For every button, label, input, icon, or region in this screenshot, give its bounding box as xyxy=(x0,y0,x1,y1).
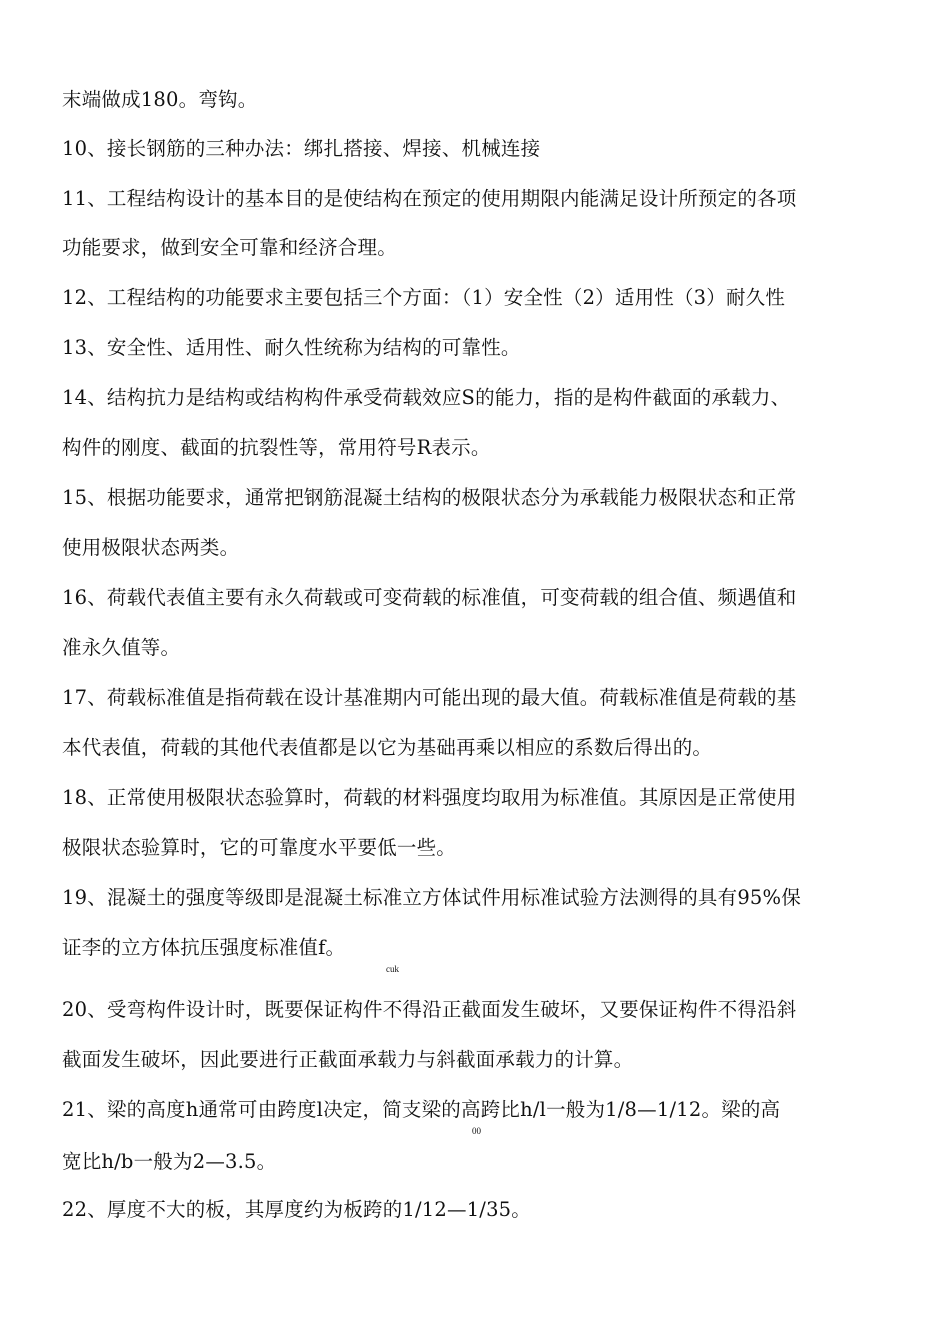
paragraph-11-line-1: 11、工程结构设计的基本目的是使结构在预定的使用期限内能满足设计所预定的各项 xyxy=(62,187,797,210)
paragraph-22: 22、厚度不大的板，其厚度约为板跨的1/12—1/35。 xyxy=(62,1198,531,1221)
paragraph-16-line-1: 16、荷载代表值主要有永久荷载或可变荷载的标准值，可变荷载的组合值、频遇值和 xyxy=(62,586,797,609)
paragraph-20-line-1: 20、受弯构件设计时，既要保证构件不得沿正截面发生破坏，又要保证构件不得沿斜 xyxy=(62,998,797,1021)
subscript-00: 00 xyxy=(472,1126,481,1136)
paragraph-10: 10、接长钢筋的三种办法：绑扎搭接、焊接、机械连接 xyxy=(62,137,541,160)
paragraph-19-line-2: 证李的立方体抗压强度标准值f。 xyxy=(62,936,346,959)
subscript-cuk: cuk xyxy=(386,964,399,974)
paragraph-17-line-2: 本代表值，荷载的其他代表值都是以它为基础再乘以相应的系数后得出的。 xyxy=(62,736,713,759)
paragraph-12: 12、工程结构的功能要求主要包括三个方面：（1）安全性（2）适用性（3）耐久性 xyxy=(62,286,786,309)
paragraph-14-line-2: 构件的刚度、截面的抗裂性等，常用符号R表示。 xyxy=(62,436,491,459)
paragraph-15-line-2: 使用极限状态两类。 xyxy=(62,536,240,559)
paragraph-18-line-2: 极限状态验算时，它的可靠度水平要低一些。 xyxy=(62,836,457,859)
paragraph-19-line-1: 19、混凝土的强度等级即是混凝土标准立方体试件用标准试验方法测得的具有95%保 xyxy=(62,886,801,909)
paragraph-18-line-1: 18、正常使用极限状态验算时，荷载的材料强度均取用为标准值。其原因是正常使用 xyxy=(62,786,797,809)
paragraph-21-line-2: 宽比h/b一般为2—3.5。 xyxy=(62,1150,277,1173)
paragraph-13: 13、安全性、适用性、耐久性统称为结构的可靠性。 xyxy=(62,336,521,359)
paragraph-11-line-2: 功能要求，做到安全可靠和经济合理。 xyxy=(62,236,397,259)
paragraph-14-line-1: 14、结构抗力是结构或结构构件承受荷载效应S的能力，指的是构件截面的承载力、 xyxy=(62,386,791,409)
paragraph-hook-end: 末端做成180。弯钩。 xyxy=(62,88,258,111)
paragraph-15-line-1: 15、根据功能要求，通常把钢筋混凝土结构的极限状态分为承载能力极限状态和正常 xyxy=(62,486,797,509)
paragraph-16-line-2: 准永久值等。 xyxy=(62,636,181,659)
paragraph-20-line-2: 截面发生破坏，因此要进行正截面承载力与斜截面承载力的计算。 xyxy=(62,1048,634,1071)
paragraph-21-line-1: 21、梁的高度h通常可由跨度l决定，简支梁的高跨比h/l一般为1/8—1/12。梁的高 xyxy=(62,1098,781,1121)
paragraph-17-line-1: 17、荷载标准值是指荷载在设计基准期内可能出现的最大值。荷载标准值是荷载的基 xyxy=(62,686,797,709)
